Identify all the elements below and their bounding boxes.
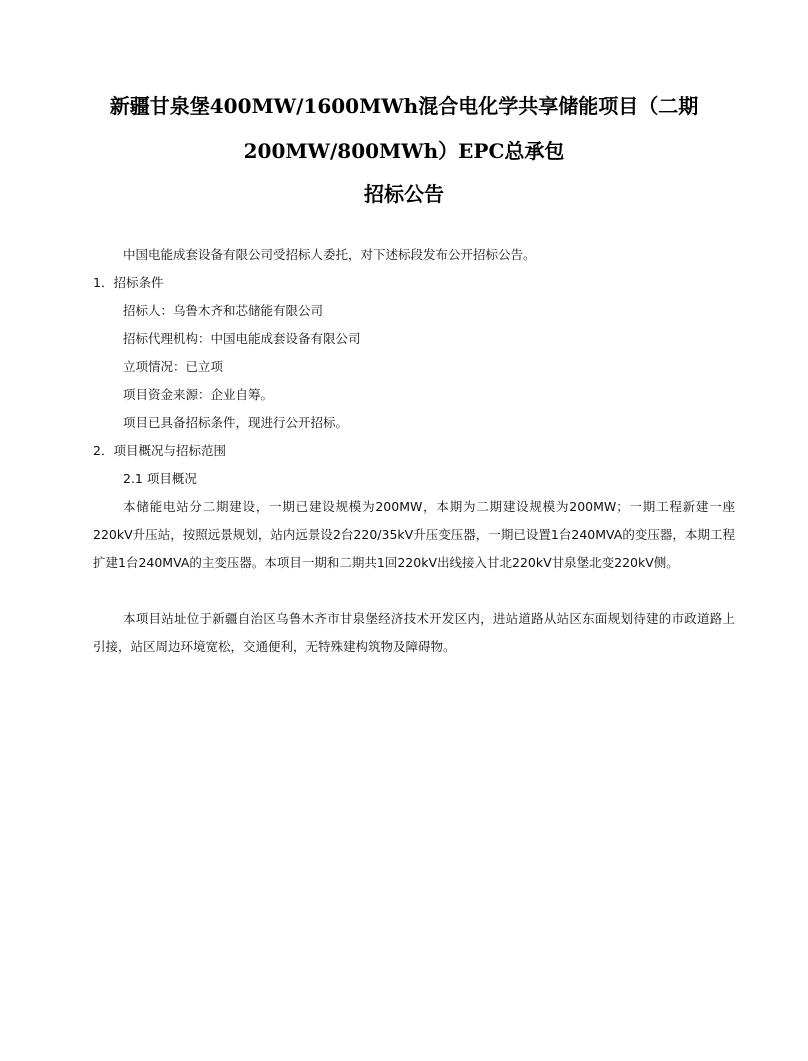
- document-title-line-1: 新疆甘泉堡400MW/1600MWh混合电化学共享储能项目（二期: [109, 94, 699, 118]
- tenderer-line: 招标人：乌鲁木齐和芯储能有限公司: [123, 303, 324, 318]
- funding-source-line: 项目资金来源：企业自筹。: [123, 387, 274, 402]
- tender-conditions-line: 项目已具备招标条件，现进行公开招标。: [123, 415, 349, 430]
- approval-status-line: 立项情况：已立项: [123, 359, 224, 374]
- intro-paragraph: 中国电能成套设备有限公司受招标人委托，对下述标段发布公开招标公告。: [123, 247, 536, 262]
- agency-line: 招标代理机构：中国电能成套设备有限公司: [123, 331, 361, 346]
- section-1-heading: 1．招标条件: [93, 275, 164, 290]
- section-2-1-heading: 2.1 项目概况: [123, 471, 197, 486]
- project-overview-paragraph: 本储能电站分二期建设，一期已建设规模为200MW，本期为二期建设规模为200MW；一期工程新建一座220kV升压站，按照远景规划，站内远景设2台220/35kV升压变压器，一期已设置1台240MVA的变压器，本期工程扩建1台240MVA的主变压器。本项目一期和二期共1回220kV出线接入甘北220kV甘泉堡北变220kV侧。: [93, 499, 735, 570]
- section-2-heading: 2．项目概况与招标范围: [93, 443, 226, 458]
- site-location-paragraph: 本项目站址位于新疆自治区乌鲁木齐市甘泉堡经济技术开发区内，进站道路从站区东面规划待建的市政道路上引接，站区周边环境宽松，交通便利，无特殊建构筑物及障碍物。: [93, 611, 735, 654]
- document-title-line-2: 200MW/800MWh）EPC总承包: [243, 139, 565, 163]
- document-title-heading: 招标公告: [364, 182, 444, 206]
- document-body: [93, 246, 735, 666]
